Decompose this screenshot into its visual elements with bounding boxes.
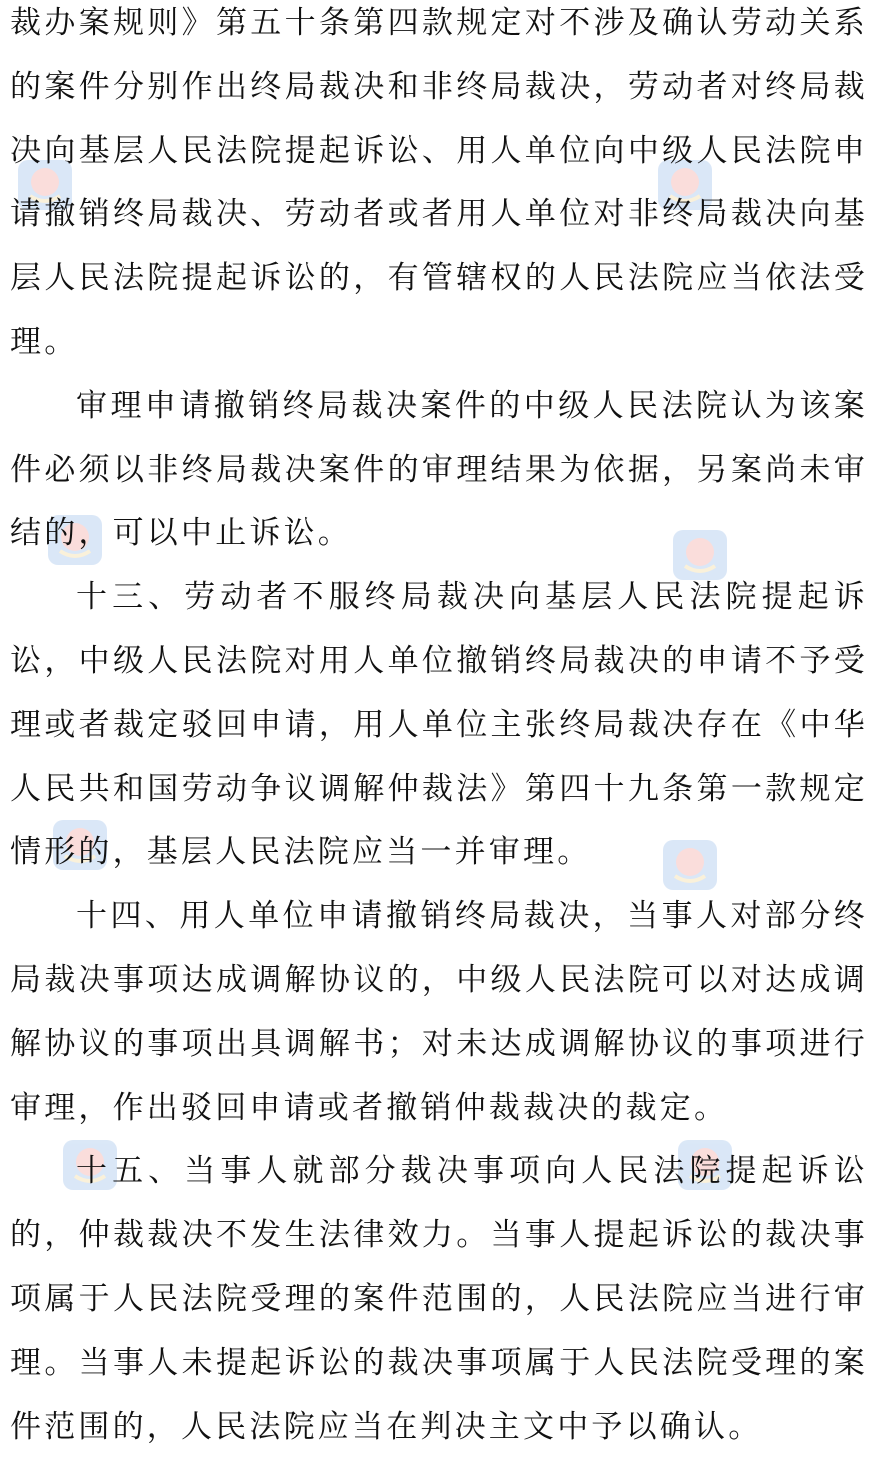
document-body <box>10 0 868 1459</box>
paragraph-suspension: 审理申请撤销终局裁决案件的中级人民法院认为该案件必须以非终局裁决案件的审理结果为依据，另案尚未审结的，可以中止诉讼。 <box>10 387 868 552</box>
paragraph-article-14: 十四、用人单位申请撤销终局裁决，当事人对部分终局裁决事项达成调解协议的，中级人民法院可以对达成调解协议的事项出具调解书；对未达成调解协议的事项进行审理，作出驳回申请或者撤销仲裁裁决的裁定。 <box>10 898 868 1126</box>
paragraph-continued-rules: 裁办案规则》第五十条第四款规定对不涉及确认劳动关系的案件分别作出终局裁决和非终局裁决，劳动者对终局裁决向基层人民法院提起诉讼、用人单位向中级人民法院申请撤销终局裁决、劳动者或者用人单位对非终局裁决向基层人民法院提起诉讼的，有管辖权的人民法院应当依法受理。 <box>10 5 868 360</box>
paragraph-article-15: 十五、当事人就部分裁决事项向人民法院提起诉讼的，仲裁裁决不发生法律效力。当事人提起诉讼的裁决事项属于人民法院受理的案件范围的，人民法院应当进行审理。当事人未提起诉讼的裁决事项属于人民法院受理的案件范围的，人民法院应当在判决主文中予以确认。 <box>10 1153 868 1445</box>
paragraph-article-13: 十三、劳动者不服终局裁决向基层人民法院提起诉讼，中级人民法院对用人单位撤销终局裁决的申请不予受理或者裁定驳回申请，用人单位主张终局裁决存在《中华人民共和国劳动争议调解仲裁法》第四十九条第一款规定情形的，基层人民法院应当一并审理。 <box>10 579 868 871</box>
